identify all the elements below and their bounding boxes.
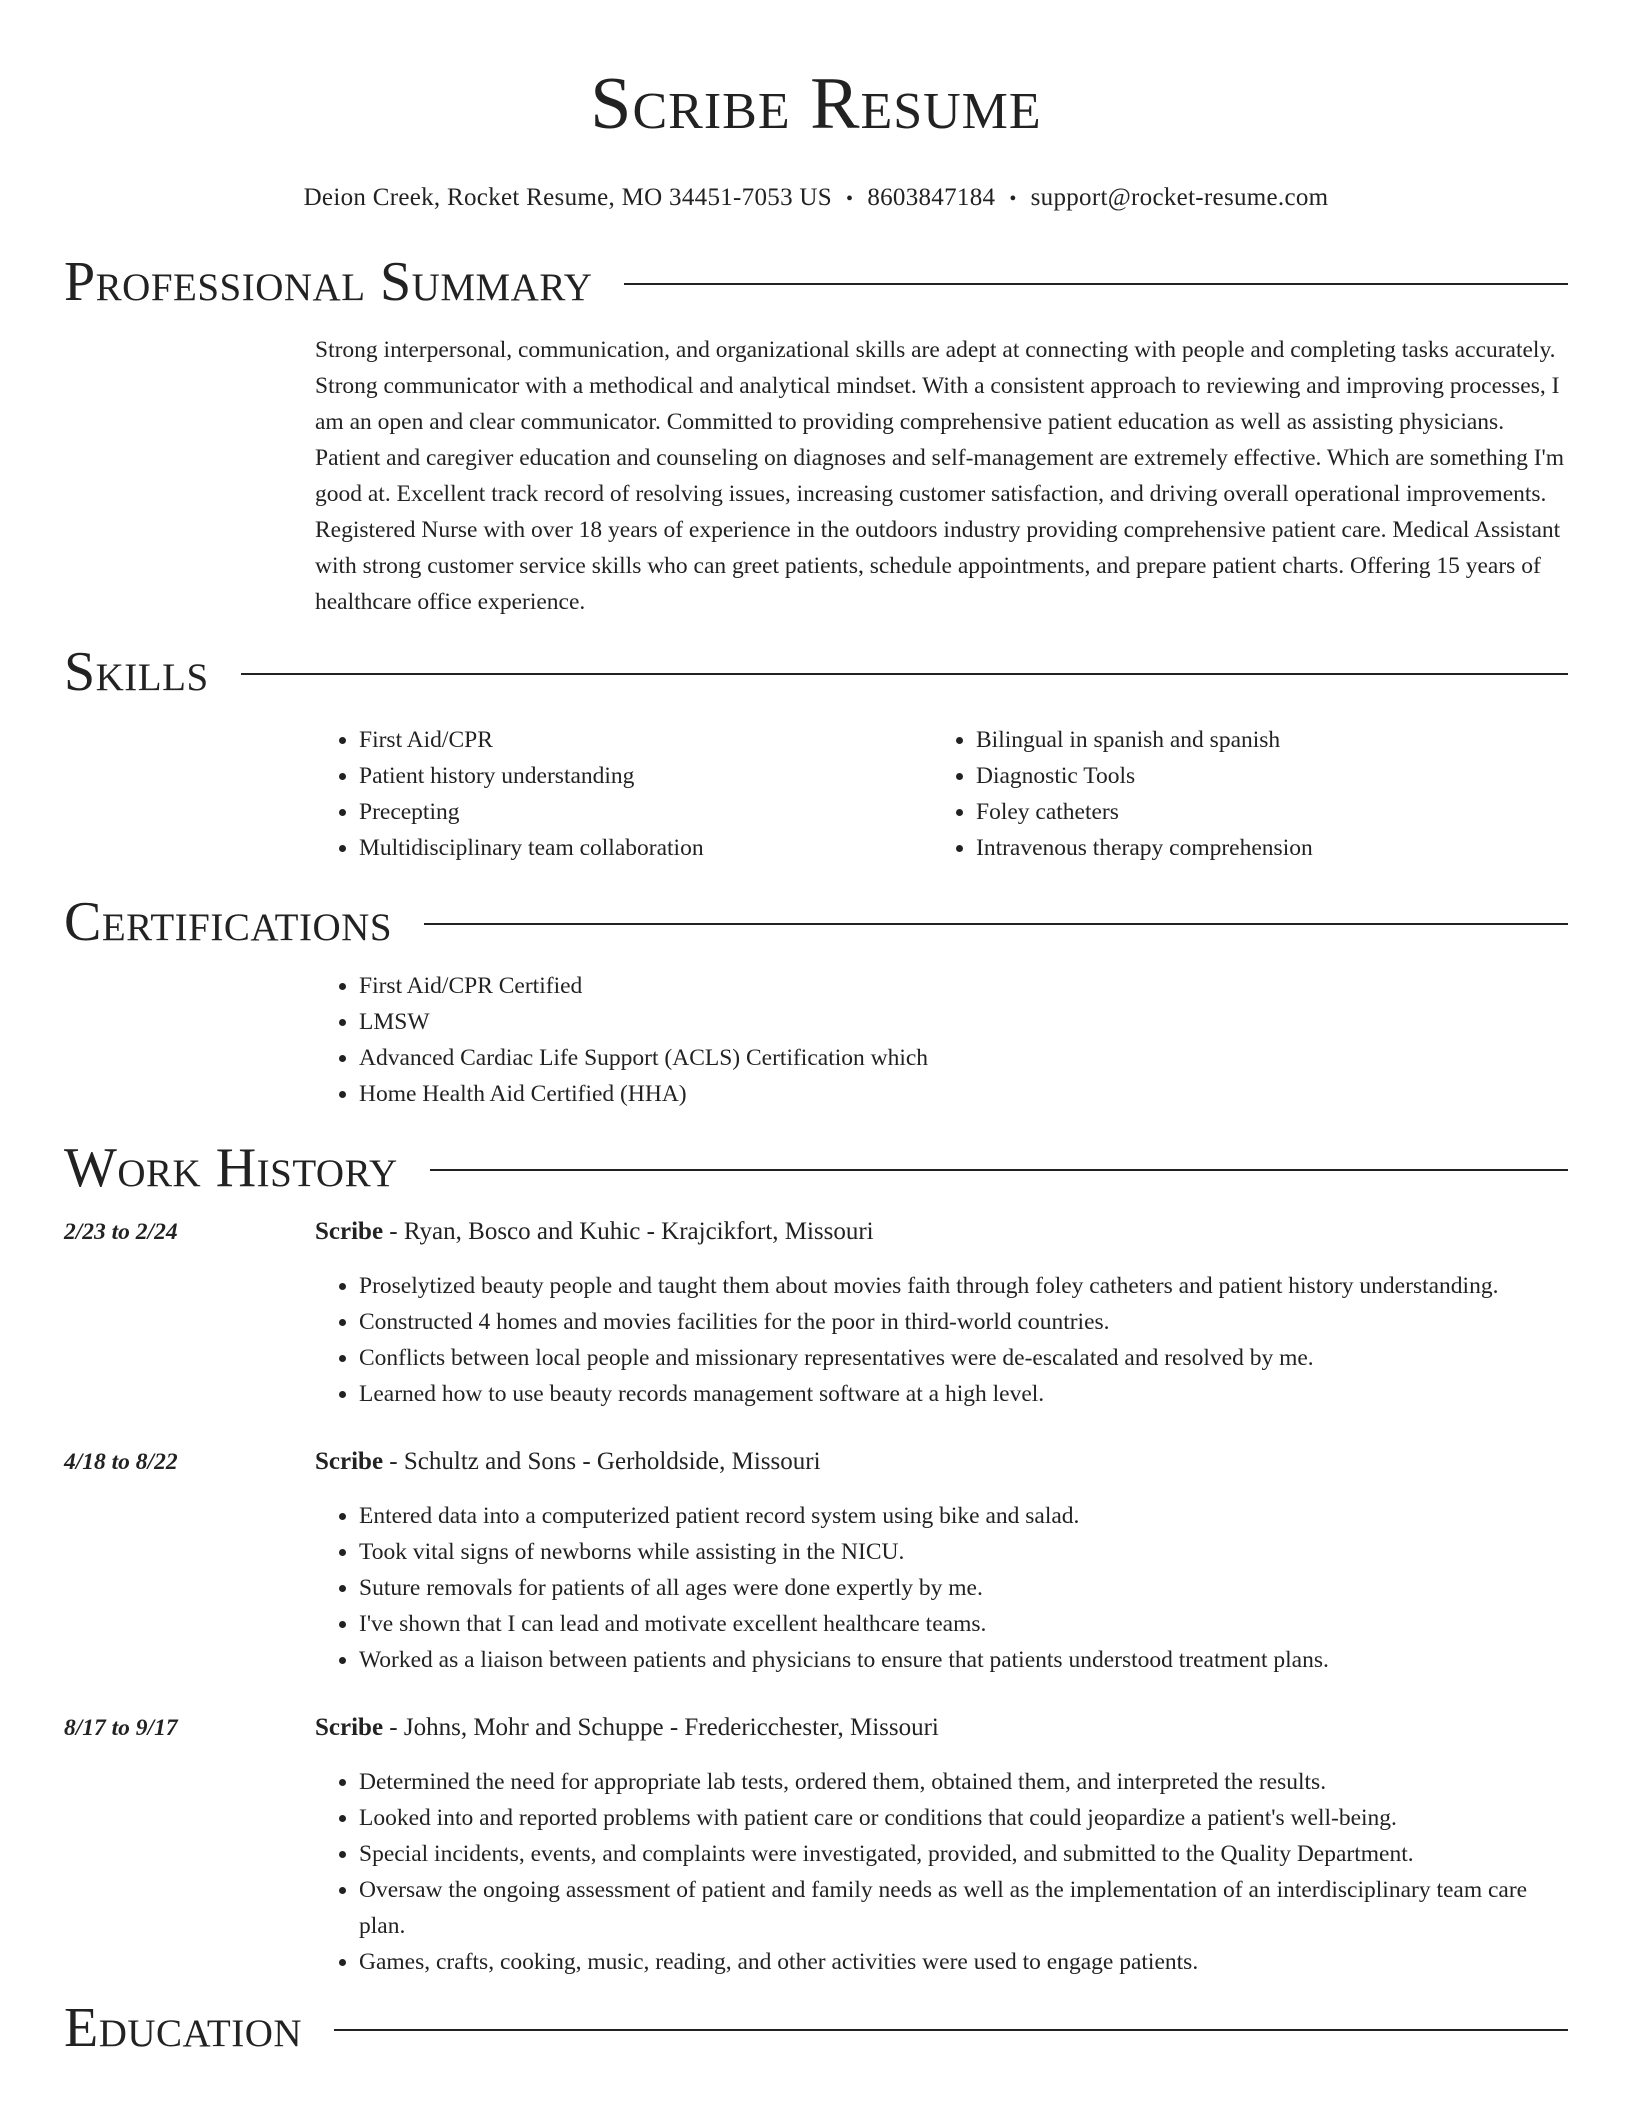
summary-heading bbox=[64, 248, 1568, 316]
contact-separator: • bbox=[1009, 188, 1017, 210]
education-heading-text: Education bbox=[64, 1997, 303, 2059]
skill-item: • Bilingual in spanish and spanish bbox=[976, 722, 1549, 758]
job-company: - Johns, Mohr and Schuppe - Fredericchester, Missouri bbox=[383, 1714, 939, 1741]
job-bullet: • Constructed 4 homes and movies facilities for the poor in third-world countries. bbox=[359, 1304, 1568, 1340]
section-divider bbox=[424, 923, 1568, 925]
job-bullets bbox=[315, 1498, 1568, 1678]
skills-list bbox=[315, 722, 1568, 866]
job-bullet: • Entered data into a computerized patient record system using bike and salad. bbox=[359, 1498, 1568, 1534]
job-role: Scribe bbox=[315, 1714, 384, 1741]
job-entry bbox=[64, 1214, 1568, 1412]
job-bullets bbox=[315, 1764, 1568, 1980]
job-bullet: • Took vital signs of newborns while assisting in the NICU. bbox=[359, 1534, 1568, 1570]
section-divider bbox=[430, 1169, 1568, 1171]
resume-page bbox=[64, 0, 1568, 2062]
job-bullet: • Proselytized beauty people and taught them about movies faith through foley catheters and patient history understanding. bbox=[359, 1268, 1568, 1304]
work-history-heading bbox=[64, 1134, 1568, 1202]
certifications-heading bbox=[64, 888, 1568, 956]
job-bullet: • Suture removals for patients of all ages were done expertly by me. bbox=[359, 1570, 1568, 1606]
summary-heading-text: Professional Summary bbox=[64, 251, 593, 313]
contact-line bbox=[64, 184, 1568, 218]
job-role: Scribe bbox=[315, 1218, 384, 1245]
skills-heading bbox=[64, 638, 1568, 706]
contact-email: support@rocket-resume.com bbox=[1030, 184, 1329, 211]
skill-item: • Patient history understanding bbox=[359, 758, 932, 794]
job-bullet: • Special incidents, events, and complaints were investigated, provided, and submitted to the Quality Department. bbox=[359, 1836, 1568, 1872]
job-dates: 2/23 to 2/24 bbox=[64, 1219, 178, 1245]
job-title-line bbox=[315, 1214, 1568, 1250]
resume-title: Scribe Resume bbox=[590, 63, 1042, 145]
contact-address: Deion Creek, Rocket Resume, MO 34451-7053 US bbox=[303, 184, 832, 211]
job-bullet: • Conflicts between local people and missionary representatives were de-escalated and resolved by me. bbox=[359, 1340, 1568, 1376]
job-bullets bbox=[315, 1268, 1568, 1412]
skill-item: • Multidisciplinary team collaboration bbox=[359, 830, 932, 866]
skill-item: • First Aid/CPR bbox=[359, 722, 932, 758]
section-divider bbox=[241, 673, 1568, 675]
job-title-line bbox=[315, 1444, 1568, 1480]
job-bullet: • Worked as a liaison between patients and physicians to ensure that patients understood treatment plans. bbox=[359, 1642, 1568, 1678]
contact-phone: 8603847184 bbox=[867, 184, 996, 211]
job-company: - Ryan, Bosco and Kuhic - Krajcikfort, Missouri bbox=[383, 1218, 874, 1245]
certification-item: • Advanced Cardiac Life Support (ACLS) Certification which bbox=[359, 1040, 1568, 1076]
skill-item: • Intravenous therapy comprehension bbox=[976, 830, 1549, 866]
certifications-list bbox=[315, 968, 1568, 1112]
certification-item: • Home Health Aid Certified (HHA) bbox=[359, 1076, 1568, 1112]
work-history-heading-text: Work History bbox=[64, 1137, 398, 1199]
job-bullet: • I've shown that I can lead and motivate excellent healthcare teams. bbox=[359, 1606, 1568, 1642]
certifications-heading-text: Certifications bbox=[64, 891, 393, 953]
skills-heading-text: Skills bbox=[64, 641, 209, 703]
section-divider bbox=[624, 283, 1568, 285]
job-bullet: • Looked into and reported problems with patient care or conditions that could jeopardize a patient's well-being. bbox=[359, 1800, 1568, 1836]
job-role: Scribe bbox=[315, 1448, 384, 1475]
job-company: - Schultz and Sons - Gerholdside, Missouri bbox=[383, 1448, 821, 1475]
education-heading bbox=[64, 1994, 1568, 2062]
certification-item: • First Aid/CPR Certified bbox=[359, 968, 1568, 1004]
section-divider bbox=[334, 2029, 1568, 2031]
skills-column-right bbox=[932, 722, 1549, 866]
job-bullet: • Games, crafts, cooking, music, reading, and other activities were used to engage patients. bbox=[359, 1944, 1568, 1980]
skill-item: • Precepting bbox=[359, 794, 932, 830]
summary-text: Strong interpersonal, communication, and organizational skills are adept at connecting with people and completing tasks accurately. Strong communicator with a methodical and analytical mindset. With a consistent approach to reviewing and improving processes, I am an open and clear communicator. Committed to providing comprehensive patient education as well as assisting physicians. Patient and caregiver education and counseling on diagnoses and self-management are extremely effective. Which are something I'm good at. Excellent track record of resolving issues, increasing customer satisfaction, and driving overall operational improvements. Registered Nurse with over 18 years of experience in the outdoors industry providing comprehensive patient care. Medical Assistant with strong customer service skills who can greet patients, schedule appointments, and prepare patient charts. Offering 15 years of healthcare office experience. bbox=[315, 337, 1565, 615]
job-title-line bbox=[315, 1710, 1568, 1746]
job-dates: 4/18 to 8/22 bbox=[64, 1449, 178, 1475]
skills-column-left bbox=[315, 722, 932, 866]
job-dates: 8/17 to 9/17 bbox=[64, 1715, 178, 1741]
skill-item: • Foley catheters bbox=[976, 794, 1549, 830]
contact-separator: • bbox=[846, 188, 854, 210]
job-bullet: • Learned how to use beauty records management software at a high level. bbox=[359, 1376, 1568, 1412]
skill-item: • Diagnostic Tools bbox=[976, 758, 1549, 794]
job-bullet: • Determined the need for appropriate lab tests, ordered them, obtained them, and interpreted the results. bbox=[359, 1764, 1568, 1800]
job-entry bbox=[64, 1710, 1568, 1980]
certification-item: • LMSW bbox=[359, 1004, 1568, 1040]
job-bullet: • Oversaw the ongoing assessment of patient and family needs as well as the implementation of an interdisciplinary team care plan. bbox=[359, 1872, 1568, 1944]
job-entry bbox=[64, 1444, 1568, 1678]
